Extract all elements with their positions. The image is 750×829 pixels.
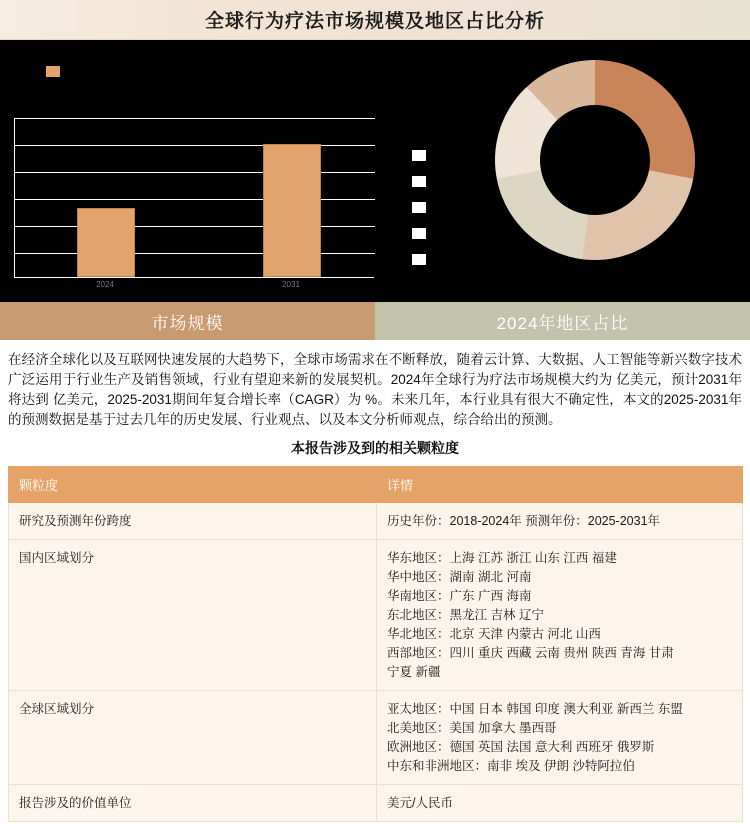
body-section [0,340,750,466]
bar-chart [0,40,400,302]
row-label-year-span: 研究及预测年份跨度 [9,503,377,540]
row-label-value-unit: 报告涉及的价值单位 [9,785,377,822]
row-detail-global-regions [377,691,743,785]
table-header-granularity: 颗粒度 [9,467,377,503]
table-row [9,691,743,785]
donut-chart [400,40,750,302]
detail-line: 华中地区：湖南 湖北 河南 [387,570,532,584]
detail-line: 华南地区：广东 广西 海南 [387,589,532,603]
table-header-row [9,467,743,503]
row-label-domestic-regions: 国内区域划分 [9,540,377,691]
detail-line: 西部地区：四川 重庆 西藏 云南 贵州 陕西 青海 甘肃 [387,646,674,660]
gridline [15,172,375,173]
intro-paragraph: 在经济全球化以及互联网快速发展的大趋势下，全球市场需求在不断释放，随着云计算、大数据、人工智能等新兴数字技术广泛运用于行业生产及销售领域，行业有望迎来新的发展契机。2024年全球行为疗法市场规模大约为 亿美元，预计2031年将达到 亿美元，2025-2031期间年复合增长率（CAGR）为 %。未来几年，本行业具有很大不确定性，本文的2025-2031年的预测数据是基于过去几年的历史发展、行业观点、以及本文分析师观点，综合给出的预测。 [8,352,742,427]
legend-item-1 [46,66,66,77]
donut-legend-swatch-icon [412,228,426,239]
row-detail-value-unit [377,785,743,822]
detail-line: 历史年份：2018-2024年 预测年份：2025-2031年 [387,514,661,528]
table-row [9,785,743,822]
page-title-banner [0,0,750,40]
gridline [15,199,375,200]
row-detail-year-span [377,503,743,540]
bar-2031 [263,144,321,277]
table-header-detail: 详情 [377,467,743,503]
donut-legend-swatch-icon [412,254,426,265]
detail-line: 欧洲地区：德国 英国 法国 意大利 西班牙 俄罗斯 [387,740,655,754]
donut-graphic [480,60,710,290]
detail-line: 华东地区：上海 江苏 浙江 山东 江西 福建 [387,551,617,565]
detail-line: 东北地区：黑龙江 吉林 辽宁 [387,608,544,622]
legend-swatch-icon [46,66,60,77]
bar-chart-x-axis [14,280,374,294]
gridline [15,145,375,146]
donut-hole [540,105,650,215]
detail-line: 宁夏 新疆 [387,665,441,679]
table-row [9,540,743,691]
bar-chart-plot [14,118,374,278]
detail-line: 华北地区：北京 天津 内蒙古 河北 山西 [387,627,601,641]
donut-legend-swatch-icon [412,150,426,161]
bar-2024 [77,208,135,277]
section-tabs [0,302,750,340]
gridline [15,226,375,227]
x-tick-2031: 2031 [282,280,300,289]
granularity-table [8,466,743,822]
table-row [9,503,743,540]
donut-legend-swatch-icon [412,176,426,187]
tab-region-share[interactable]: 2024年地区占比 [375,302,750,340]
gridline [15,253,375,254]
tab-market-size[interactable]: 市场规模 [0,302,375,340]
x-tick-2024: 2024 [96,280,114,289]
row-detail-domestic-regions [377,540,743,691]
detail-line: 亚太地区：中国 日本 韩国 印度 澳大利亚 新西兰 东盟 [387,702,683,716]
bar-chart-legend [0,60,400,90]
detail-line: 北美地区：美国 加拿大 墨西哥 [387,721,557,735]
chart-area [0,40,750,302]
table-caption: 本报告涉及到的相关颗粒度 [291,440,459,456]
donut-legend-swatch-icon [412,202,426,213]
gridline [15,118,375,119]
detail-line: 美元/人民币 [387,796,453,810]
donut-legend [412,150,436,280]
row-label-global-regions: 全球区域划分 [9,691,377,785]
detail-line: 中东和非洲地区：南非 埃及 伊朗 沙特阿拉伯 [387,759,635,773]
page-title: 全球行为疗法市场规模及地区占比分析 [204,11,545,32]
